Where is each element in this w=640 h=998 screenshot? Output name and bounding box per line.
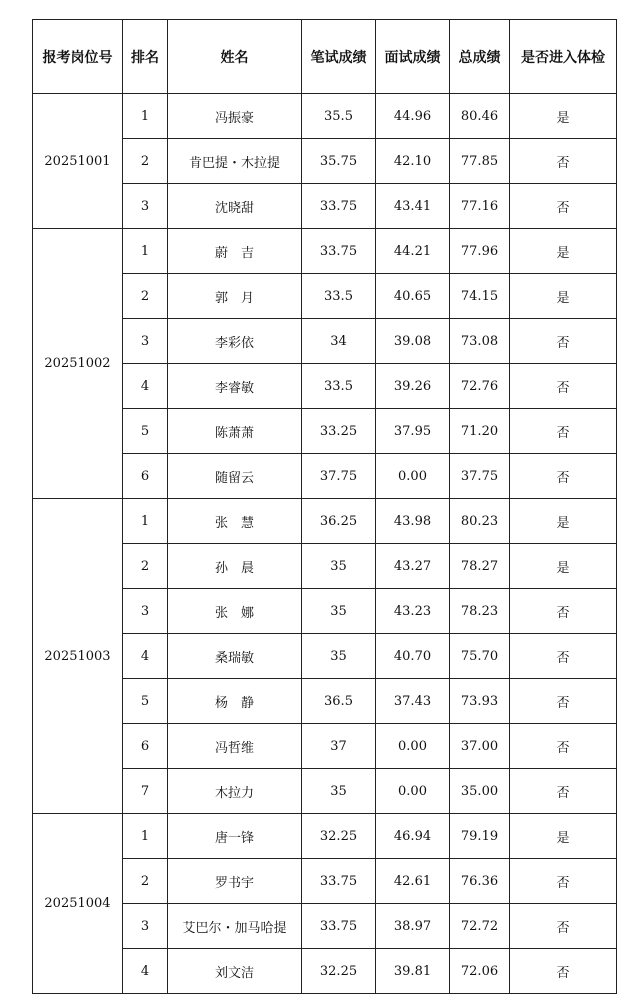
name-cell: 桑瑞敏 — [168, 634, 302, 679]
written-score-cell: 33.5 — [302, 274, 376, 319]
rank-cell: 1 — [123, 229, 168, 274]
rank-cell: 4 — [123, 634, 168, 679]
table-row — [33, 229, 617, 274]
name-cell: 蔚 吉 — [168, 229, 302, 274]
total-score-cell: 80.23 — [450, 499, 510, 544]
interview-score-cell: 43.98 — [376, 499, 450, 544]
rank-cell: 2 — [123, 859, 168, 904]
total-score-cell: 80.46 — [450, 94, 510, 139]
interview-score-cell: 0.00 — [376, 454, 450, 499]
name-cell: 刘文洁 — [168, 949, 302, 994]
name-cell: 杨 静 — [168, 679, 302, 724]
physical-exam-cell: 否 — [510, 859, 617, 904]
interview-score-cell: 39.26 — [376, 364, 450, 409]
post-id-cell: 20251002 — [33, 229, 123, 499]
rank-cell: 1 — [123, 94, 168, 139]
total-score-cell: 71.20 — [450, 409, 510, 454]
total-score-cell: 37.75 — [450, 454, 510, 499]
total-score-cell: 77.16 — [450, 184, 510, 229]
total-score-cell: 72.76 — [450, 364, 510, 409]
total-score-cell: 79.19 — [450, 814, 510, 859]
physical-exam-cell: 是 — [510, 814, 617, 859]
interview-score-cell: 42.10 — [376, 139, 450, 184]
written-score-cell: 32.25 — [302, 814, 376, 859]
interview-score-cell: 39.81 — [376, 949, 450, 994]
written-score-cell: 35 — [302, 544, 376, 589]
interview-score-cell: 42.61 — [376, 859, 450, 904]
name-cell: 张 慧 — [168, 499, 302, 544]
written-score-cell: 33.75 — [302, 184, 376, 229]
written-score-cell: 35 — [302, 634, 376, 679]
name-cell: 冯哲维 — [168, 724, 302, 769]
header-name: 姓名 — [168, 20, 302, 94]
rank-cell: 1 — [123, 814, 168, 859]
interview-score-cell: 40.70 — [376, 634, 450, 679]
total-score-cell: 72.72 — [450, 904, 510, 949]
written-score-cell: 35 — [302, 589, 376, 634]
rank-cell: 5 — [123, 409, 168, 454]
rank-cell: 2 — [123, 544, 168, 589]
written-score-cell: 35 — [302, 769, 376, 814]
written-score-cell: 33.75 — [302, 904, 376, 949]
physical-exam-cell: 否 — [510, 904, 617, 949]
total-score-cell: 78.23 — [450, 589, 510, 634]
total-score-cell: 76.36 — [450, 859, 510, 904]
written-score-cell: 35.75 — [302, 139, 376, 184]
physical-exam-cell: 否 — [510, 724, 617, 769]
total-score-cell: 37.00 — [450, 724, 510, 769]
written-score-cell: 35.5 — [302, 94, 376, 139]
header-rank: 排名 — [123, 20, 168, 94]
rank-cell: 7 — [123, 769, 168, 814]
name-cell: 孙 晨 — [168, 544, 302, 589]
interview-score-cell: 39.08 — [376, 319, 450, 364]
total-score-cell: 77.96 — [450, 229, 510, 274]
total-score-cell: 72.06 — [450, 949, 510, 994]
interview-score-cell: 38.97 — [376, 904, 450, 949]
rank-cell: 6 — [123, 454, 168, 499]
physical-exam-cell: 否 — [510, 319, 617, 364]
physical-exam-cell: 否 — [510, 454, 617, 499]
table-row — [33, 499, 617, 544]
written-score-cell: 36.5 — [302, 679, 376, 724]
written-score-cell: 32.25 — [302, 949, 376, 994]
interview-score-cell: 0.00 — [376, 769, 450, 814]
table-row — [33, 94, 617, 139]
physical-exam-cell: 是 — [510, 274, 617, 319]
header-row — [33, 20, 617, 94]
physical-exam-cell: 否 — [510, 634, 617, 679]
written-score-cell: 33.5 — [302, 364, 376, 409]
name-cell: 肯巴提・木拉提 — [168, 139, 302, 184]
physical-exam-cell: 否 — [510, 139, 617, 184]
name-cell: 李彩依 — [168, 319, 302, 364]
name-cell: 陈萧萧 — [168, 409, 302, 454]
written-score-cell: 34 — [302, 319, 376, 364]
post-id-cell: 20251004 — [33, 814, 123, 994]
physical-exam-cell: 否 — [510, 949, 617, 994]
total-score-cell: 75.70 — [450, 634, 510, 679]
physical-exam-cell: 是 — [510, 499, 617, 544]
name-cell: 唐一锋 — [168, 814, 302, 859]
name-cell: 李睿敏 — [168, 364, 302, 409]
name-cell: 冯振豪 — [168, 94, 302, 139]
written-score-cell: 36.25 — [302, 499, 376, 544]
header-post-id: 报考岗位号 — [33, 20, 123, 94]
name-cell: 随留云 — [168, 454, 302, 499]
physical-exam-cell: 是 — [510, 94, 617, 139]
name-cell: 罗书宇 — [168, 859, 302, 904]
physical-exam-cell: 是 — [510, 544, 617, 589]
written-score-cell: 33.75 — [302, 229, 376, 274]
header-interview-score: 面试成绩 — [376, 20, 450, 94]
name-cell: 沈晓甜 — [168, 184, 302, 229]
interview-score-cell: 43.23 — [376, 589, 450, 634]
rank-cell: 2 — [123, 274, 168, 319]
interview-score-cell: 43.27 — [376, 544, 450, 589]
physical-exam-cell: 否 — [510, 409, 617, 454]
header-written-score: 笔试成绩 — [302, 20, 376, 94]
physical-exam-cell: 否 — [510, 769, 617, 814]
post-id-cell: 20251001 — [33, 94, 123, 229]
interview-score-cell: 43.41 — [376, 184, 450, 229]
rank-cell: 4 — [123, 364, 168, 409]
interview-score-cell: 40.65 — [376, 274, 450, 319]
rank-cell: 4 — [123, 949, 168, 994]
total-score-cell: 77.85 — [450, 139, 510, 184]
rank-cell: 3 — [123, 319, 168, 364]
header-physical-exam: 是否进入体检 — [510, 20, 617, 94]
total-score-cell: 74.15 — [450, 274, 510, 319]
interview-score-cell: 46.94 — [376, 814, 450, 859]
physical-exam-cell: 否 — [510, 364, 617, 409]
interview-score-cell: 0.00 — [376, 724, 450, 769]
score-table — [32, 19, 617, 994]
rank-cell: 3 — [123, 589, 168, 634]
written-score-cell: 33.25 — [302, 409, 376, 454]
written-score-cell: 37.75 — [302, 454, 376, 499]
name-cell: 郭 月 — [168, 274, 302, 319]
written-score-cell: 37 — [302, 724, 376, 769]
name-cell: 木拉力 — [168, 769, 302, 814]
total-score-cell: 73.08 — [450, 319, 510, 364]
name-cell: 艾巴尔・加马哈提 — [168, 904, 302, 949]
rank-cell: 6 — [123, 724, 168, 769]
table-row — [33, 814, 617, 859]
total-score-cell: 78.27 — [450, 544, 510, 589]
header-total-score: 总成绩 — [450, 20, 510, 94]
rank-cell: 3 — [123, 184, 168, 229]
interview-score-cell: 37.43 — [376, 679, 450, 724]
rank-cell: 1 — [123, 499, 168, 544]
physical-exam-cell: 是 — [510, 229, 617, 274]
interview-score-cell: 37.95 — [376, 409, 450, 454]
written-score-cell: 33.75 — [302, 859, 376, 904]
name-cell: 张 娜 — [168, 589, 302, 634]
physical-exam-cell: 否 — [510, 679, 617, 724]
physical-exam-cell: 否 — [510, 589, 617, 634]
total-score-cell: 35.00 — [450, 769, 510, 814]
physical-exam-cell: 否 — [510, 184, 617, 229]
rank-cell: 2 — [123, 139, 168, 184]
rank-cell: 5 — [123, 679, 168, 724]
total-score-cell: 73.93 — [450, 679, 510, 724]
table-body — [33, 94, 617, 994]
rank-cell: 3 — [123, 904, 168, 949]
interview-score-cell: 44.96 — [376, 94, 450, 139]
interview-score-cell: 44.21 — [376, 229, 450, 274]
post-id-cell: 20251003 — [33, 499, 123, 814]
